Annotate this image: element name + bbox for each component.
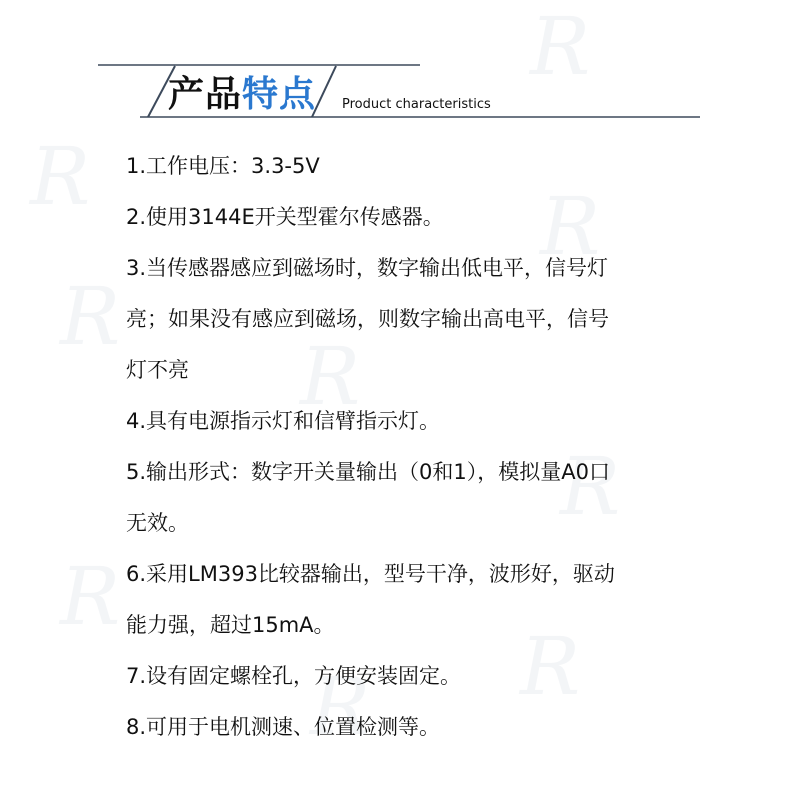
page-subtitle: Product characteristics: [342, 97, 491, 112]
feature-line: 6.采用LM393比较器输出，型号干净，波形好，驱动: [126, 562, 615, 586]
feature-line: 亮；如果没有感应到磁场，则数字输出高电平，信号: [126, 307, 609, 331]
watermark-logo: R: [60, 550, 121, 643]
feature-list: [126, 141, 686, 753]
feature-item-8: [126, 702, 686, 753]
watermark-logo: R: [310, 660, 371, 753]
page-title: [168, 70, 316, 120]
feature-line: 5.输出形式：数字开关量输出（0和1），模拟量A0口: [126, 460, 610, 484]
feature-line: 1.工作电压：3.3-5V: [126, 154, 320, 178]
feature-item-1: [126, 141, 686, 192]
section-header: [0, 0, 790, 140]
watermark-logo: R: [30, 130, 91, 223]
feature-line: 7.设有固定螺栓孔，方便安装固定。: [126, 664, 462, 688]
watermark-logo: R: [520, 620, 581, 713]
feature-line: 3.当传感器感应到磁场时，数字输出低电平，信号灯: [126, 256, 609, 280]
feature-line: 无效。: [126, 511, 189, 535]
feature-item-4: [126, 396, 686, 447]
feature-line: 8.可用于电机测速、位置检测等。: [126, 715, 441, 739]
watermark-logo: R: [60, 270, 121, 363]
feature-item-5: [126, 447, 686, 549]
feature-item-2: [126, 192, 686, 243]
feature-item-7: [126, 651, 686, 702]
watermark-logo: R: [300, 330, 361, 423]
watermark-logo: R: [530, 0, 591, 93]
page-title-black: 产品: [168, 74, 243, 115]
header-frame: [0, 0, 790, 140]
feature-line: 灯不亮: [126, 358, 189, 382]
feature-line: 2.使用3144E开关型霍尔传感器。: [126, 205, 444, 229]
feature-line: 4.具有电源指示灯和信臂指示灯。: [126, 409, 441, 433]
watermark-logo: R: [540, 180, 601, 273]
feature-item-6: [126, 549, 686, 651]
page-title-blue: 特点: [242, 74, 317, 115]
feature-line: 能力强，超过15mA。: [126, 613, 335, 637]
watermark-logo: R: [560, 440, 621, 533]
feature-item-3: [126, 243, 686, 396]
